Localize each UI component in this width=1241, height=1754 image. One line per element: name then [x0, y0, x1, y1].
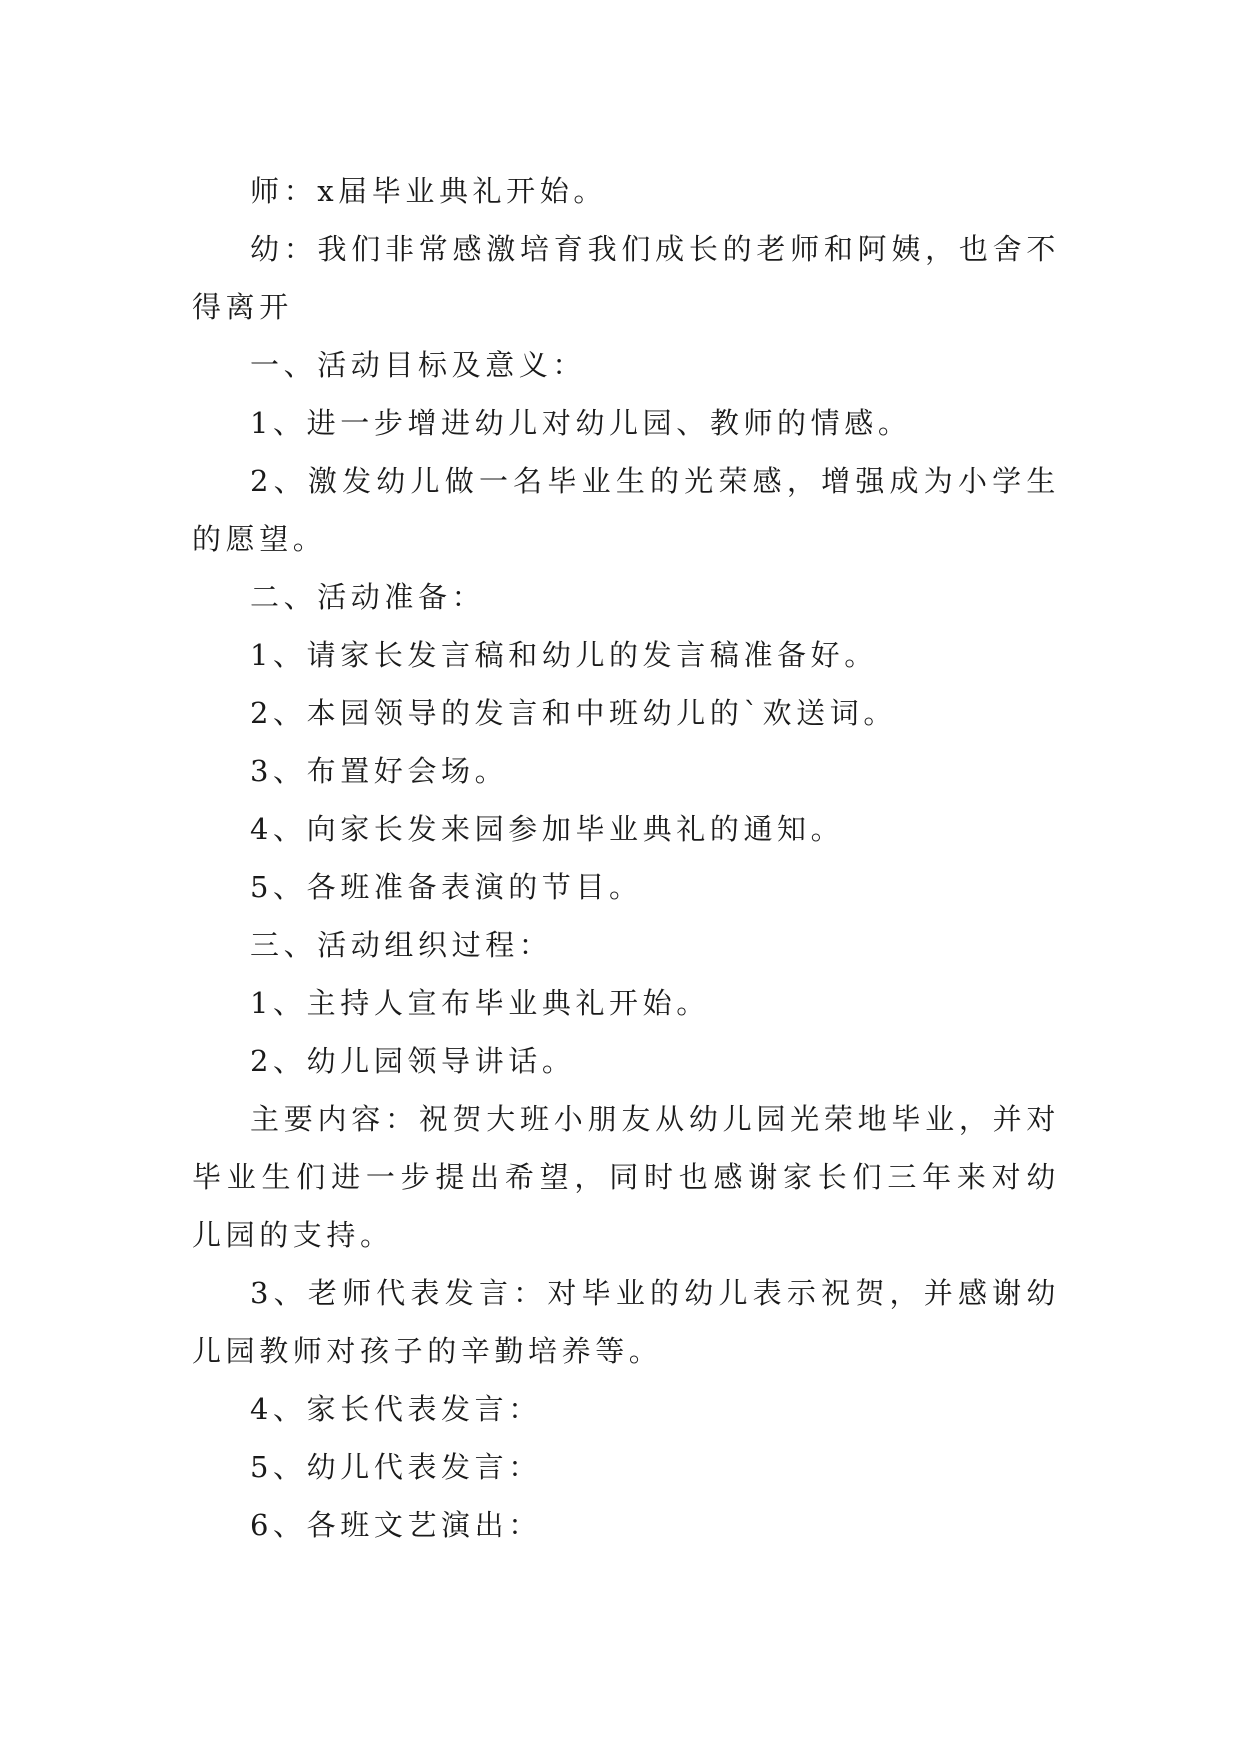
process-item-4: 4、家长代表发言：	[250, 1392, 542, 1426]
preparation-item-5: 5、各班准备表演的节目。	[250, 870, 643, 904]
preparation-item-1: 1、请家长发言稿和幼儿的发言稿准备好。	[250, 638, 878, 672]
document-body	[192, 162, 1060, 1554]
heading-goals: 一、活动目标及意义：	[250, 348, 587, 382]
process-main-content: 主要内容：祝贺大班小朋友从幼儿园光荣地毕业，并对毕业生们进一步提出希望，同时也感谢家长们三年来对幼儿园的支持。	[192, 1102, 1060, 1252]
heading-preparation: 二、活动准备：	[250, 580, 486, 614]
paragraph-ceremony-start: 师：x届毕业典礼开始。	[250, 174, 607, 208]
process-item-1: 1、主持人宣布毕业典礼开始。	[250, 986, 710, 1020]
process-item-6: 6、各班文艺演出：	[250, 1508, 542, 1542]
heading-process: 三、活动组织过程：	[250, 928, 553, 962]
preparation-item-3: 3、布置好会场。	[250, 754, 509, 788]
goal-item-2: 2、激发幼儿做一名毕业生的光荣感，增强成为小学生的愿望。	[192, 464, 1060, 556]
goal-item-1: 1、进一步增进幼儿对幼儿园、教师的情感。	[250, 406, 912, 440]
process-item-5: 5、幼儿代表发言：	[250, 1450, 542, 1484]
process-item-3: 3、老师代表发言：对毕业的幼儿表示祝贺，并感谢幼儿园教师对孩子的辛勤培养等。	[192, 1276, 1060, 1368]
preparation-item-4: 4、向家长发来园参加毕业典礼的通知。	[250, 812, 845, 846]
preparation-item-2: 2、本园领导的发言和中班幼儿的`欢送词。	[250, 696, 897, 730]
process-item-2: 2、幼儿园领导讲话。	[250, 1044, 576, 1078]
paragraph-children-thanks: 幼：我们非常感激培育我们成长的老师和阿姨，也舍不得离开	[192, 232, 1060, 324]
